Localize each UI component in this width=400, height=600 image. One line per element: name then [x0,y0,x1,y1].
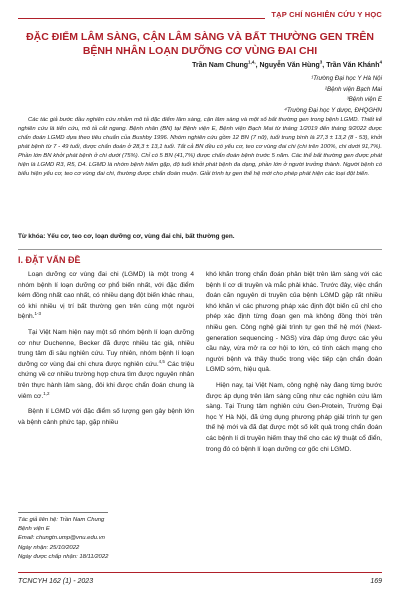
keywords: Từ khóa: Yếu cơ, teo cơ, loạn dưỡng cơ, vùng đai chi, bất thường gen. [18,233,235,240]
citation-marker: 4,5 [158,358,165,364]
author-name: Trần Văn Khánh [326,62,380,69]
author-affiliation-marker: 1,4, [248,59,256,65]
affiliation-4: ⁴Trường Đại học Y dược, ĐHQGHN [284,106,382,114]
page-number: 169 [370,578,382,585]
body-column-right [206,270,382,460]
citation-marker: 1-3 [34,311,42,317]
author-name: Trần Nam Chung [192,62,249,69]
author-affiliation-marker: 3 [319,59,323,65]
date-received: Ngày nhận: 25/10/2022 [18,544,80,551]
body-paragraph: Bệnh lí LGMD với đặc điểm số lượng gen gây bệnh lớn và bệnh cảnh phức tạp, gặp nhiều [18,408,194,426]
body-paragraph: Hiện nay, tại Việt Nam, công nghệ này đang từng bước được áp dụng trên lâm sàng cũng như các nghiên cứu lâm sàng. Tại Trung tâm nghiên cứu Gen-Protein, Trường Đại học Y Hà Nội, đã ứng dụng phương pháp giải trình tự gen thế hệ mới và đã đạt được một số kết quả trong chẩn đoán các bệnh lí di truyền hiếm thay thế cho các kỹ thuật cổ điển, trong đó có bệnh lí loạn dưỡng cơ gốc chi LGMD. [206,381,382,453]
body-paragraph: Tại Việt Nam hiện nay một số nhóm bệnh lí loạn dưỡng cơ như Duchenne, Becker đã được nhiều tác giả, nhiều trung tâm đi sâu nghiên cứu. Tuy nhiên, nhóm bệnh lí loạn dưỡng cơ vùng đai chi chưa được nghiên cứu.$^{4,5}$ Các triệu chứng về cơ nhiều trường hợp chưa tìm được nguyên nhân trên thực hành lâm sàng, đôi khi được chẩn đoán chung là viêm cơ.$^{1,2}$ [18,328,194,400]
keywords-divider [18,249,382,250]
contact-divider [18,512,108,513]
body-column-left [18,270,194,433]
contact-email: Email: chungtn.ump@vnu.edu.vn [18,535,105,542]
citation-marker: 1,2 [43,390,50,396]
contact-info [18,512,194,562]
footer-rule [18,572,382,573]
section-heading: I. ĐẶT VẤN ĐỀ [18,255,81,265]
contact-author: Tác giả liên hệ: Trần Nam Chung [18,517,105,523]
author-name: Nguyễn Văn Hùng [259,62,320,69]
body-paragraph: Loạn dưỡng cơ vùng đai chi (LGMD) là một trong 4 nhóm bệnh lí loạn dưỡng cơ phổ biến nhất, với đặc điểm kém đồng nhất cao nhất, có nhiều dạng đột biến khác nhau, có khi nhiều vị trí bất thường gen trên cùng một người bệnh.$^{1-3}$ [18,271,194,321]
author-affiliation-marker: 4 [379,59,382,65]
abstract [18,116,382,179]
affiliation-1: ¹Trường Đại học Y Hà Nội [311,75,382,82]
journal-issue: TCNCYH 162 (1) - 2023 [18,578,94,585]
abstract-text: Các tác giả bước đầu nghiên cứu nhằm mô tả đặc điểm lâm sàng, cận lâm sàng và một số bất thường gen trong bệnh LGMD. Thiết kế nghiên cứu là tiến cứu, mô tả cắt ngang. Bệnh nhân (BN) tại Bệnh viện E, Bệnh viện Bạch Mai từ tháng 1/2019 đến tháng 9/2022 được chẩn đoán LGMD dựa theo tiêu chuẩn của Bushby 1996. Nhóm nghiên cứu gồm 12 BN (7 nữ), tuổi trung bình là 27,3 ± 13,2 (8 - 53), khởi phát bệnh từ 7 - 49 tuổi, được chẩn đoán ở 28,3 ± 13,1 tuổi. Tất cả BN đều có yếu cơ, teo cơ vùng đai chi (chi trên 100%, chi dưới 91,7%). Phần lớn BN khởi phát bệnh ở chi dưới (75%). Chỉ có 5 BN (41,7%) được chẩn đoán bệnh trước 5 năm. Các thể bất thường gen được phát hiện là LGMD R3, R5, D4. LGMD là nhóm bệnh hiếm gặp, độ tuổi khởi phát bệnh đa dạng, phần lớn ở người trưởng thành. Người bệnh có biểu hiện yếu cơ, teo cơ vùng đai chi, thường được chẩn đoán muộn. Giải trình tự gen thế hệ mới cho phép phát hiện các loại đột biến. [18,117,382,177]
affiliations [284,74,382,116]
author-list: Trần Nam Chung$^{1,4,}$, Nguyễn Văn Hùng$^3$, Trần Văn Khánh$^4$ [192,59,382,69]
journal-section-label: TẠP CHÍ NGHIÊN CỨU Y HỌC [265,10,382,19]
contact-workplace: Bệnh viện E [18,526,50,533]
article-title: ĐẶC ĐIỂM LÂM SÀNG, CẬN LÂM SÀNG VÀ BẤT THƯỜNG GEN TRÊN BỆNH NHÂN LOẠN DƯỠNG CƠ VÙNG ĐAI CHI [26,31,374,57]
date-accepted: Ngày được chấp nhận: 18/11/2022 [18,553,109,560]
affiliation-2: ²Bệnh viện Bạch Mai [324,85,382,93]
body-paragraph: khó khăn trong chẩn đoán phân biệt trên lâm sàng với các bệnh lí cơ di truyền và mắc phải khác. Trước đây, việc chẩn đoán căn nguyên di truyền của bệnh LGMD gặp rất nhiều khó khăn vì các phương pháp xác định đột biến cũ chỉ cho phép xác định từng đoạn gen mà không đồng thời trên nhiều gen. Công nghệ giải trình tự gen thế hệ mới (Next-generation sequencing - NGS) vừa đáp ứng được các yêu cầu này, vừa mở ra cơ hội to lớn, có tính cách mạng cho người bệnh và thầy thuốc trong việc tiếp cận chẩn đoán LGMD sớm, hiệu quả. [206,271,382,374]
affiliation-3: ³Bệnh viện E [346,96,382,103]
